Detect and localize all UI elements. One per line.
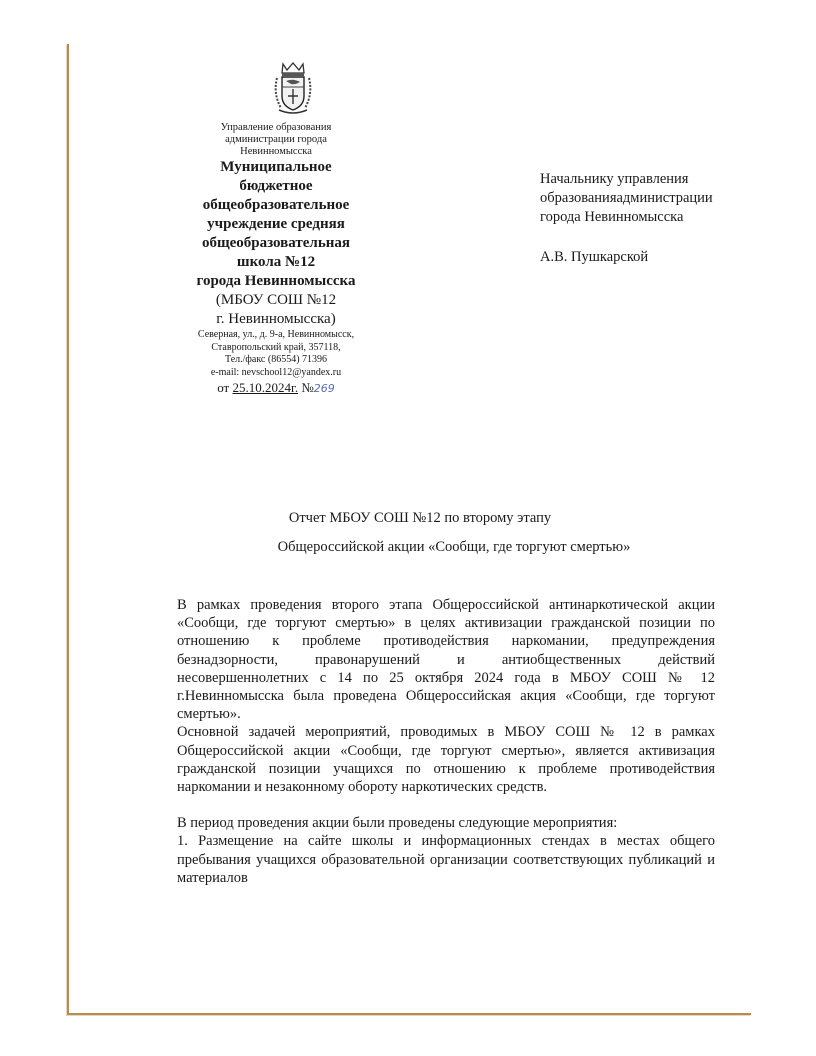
number-prefix: № bbox=[301, 380, 314, 395]
school-name-line: города Невинномысска bbox=[196, 273, 356, 289]
body-paragraph: В период проведения акции были проведены следующие мероприятия: bbox=[177, 815, 618, 832]
addressee-block bbox=[540, 170, 750, 267]
address-line: Ставропольский край, 357118, bbox=[211, 341, 341, 353]
addressee-name: А.В. Пушкарской bbox=[540, 249, 649, 265]
body-paragraph: Основной задачей мероприятий, проводимых в МБОУ СОШ № 12 в рамках Общероссийской акции «Сообщи, где торгуют смертью», является активизация гражданской позиции учащихся по отношению к проблеме противодействия наркомании и незаконному обороту наркотических средств. bbox=[177, 724, 715, 796]
report-title-line-2: Общероссийской акции «Сообщи, где торгуют смертью» bbox=[277, 539, 631, 555]
body-paragraph: В рамках проведения второго этапа Общероссийской антинаркотической акции «Сообщи, где торгуют смертью» в целях активизации гражданской позиции по отношению к проблеме противодействия наркомании, предупреждения безнадзорности, правонарушений и антиобщественных действий несовершеннолетних с 14 по 25 октября 2024 года в МБОУ СОШ № 12 г.Невинномысска была проведена Общероссийская акция «Сообщи, где торгуют смертью». bbox=[177, 597, 715, 723]
school-name-line: школа №12 bbox=[236, 254, 316, 270]
report-title-line-1: Отчет МБОУ СОШ №12 по второму этапу bbox=[288, 510, 552, 526]
date-prefix: от bbox=[217, 380, 230, 395]
phone-line: Тел./факс (86554) 71396 bbox=[224, 354, 328, 365]
email-line: e-mail: nevschool12@yandex.ru bbox=[210, 366, 342, 378]
department-line: Управление образования bbox=[220, 122, 332, 133]
addressee-line: Начальнику управления bbox=[540, 171, 689, 187]
department-line: администрации города bbox=[225, 134, 327, 145]
outgoing-date-number bbox=[176, 380, 376, 397]
department-line: Невинномысска bbox=[240, 146, 312, 157]
report-body bbox=[177, 596, 715, 887]
school-name-line: общеобразовательное bbox=[202, 197, 350, 213]
addressee-line: города Невинномысска bbox=[540, 209, 684, 225]
school-name-line: учреждение средняя bbox=[207, 216, 345, 232]
school-name-line: Муниципальное bbox=[220, 159, 332, 175]
short-name-line: (МБОУ СОШ №12 bbox=[215, 292, 337, 308]
school-name-line: бюджетное bbox=[239, 178, 313, 194]
address-line: Северная, ул., д. 9-а, Невинномысск, bbox=[197, 329, 355, 340]
letterhead bbox=[176, 122, 376, 397]
addressee-line: образованияадминистрации bbox=[540, 190, 713, 206]
handwritten-letter-number: 269 bbox=[313, 382, 335, 395]
body-list-item: 1. Размещение на сайте школы и информационных стендах в местах общего пребывания учащихся образовательной организации соответствующих публикаций и материалов bbox=[177, 833, 715, 886]
city-coat-of-arms-icon bbox=[271, 60, 315, 116]
letter-date: 25.10.2024г. bbox=[232, 380, 299, 395]
short-name-line: г. Невинномысска) bbox=[216, 311, 336, 327]
school-name-line: общеобразовательная bbox=[201, 235, 351, 251]
